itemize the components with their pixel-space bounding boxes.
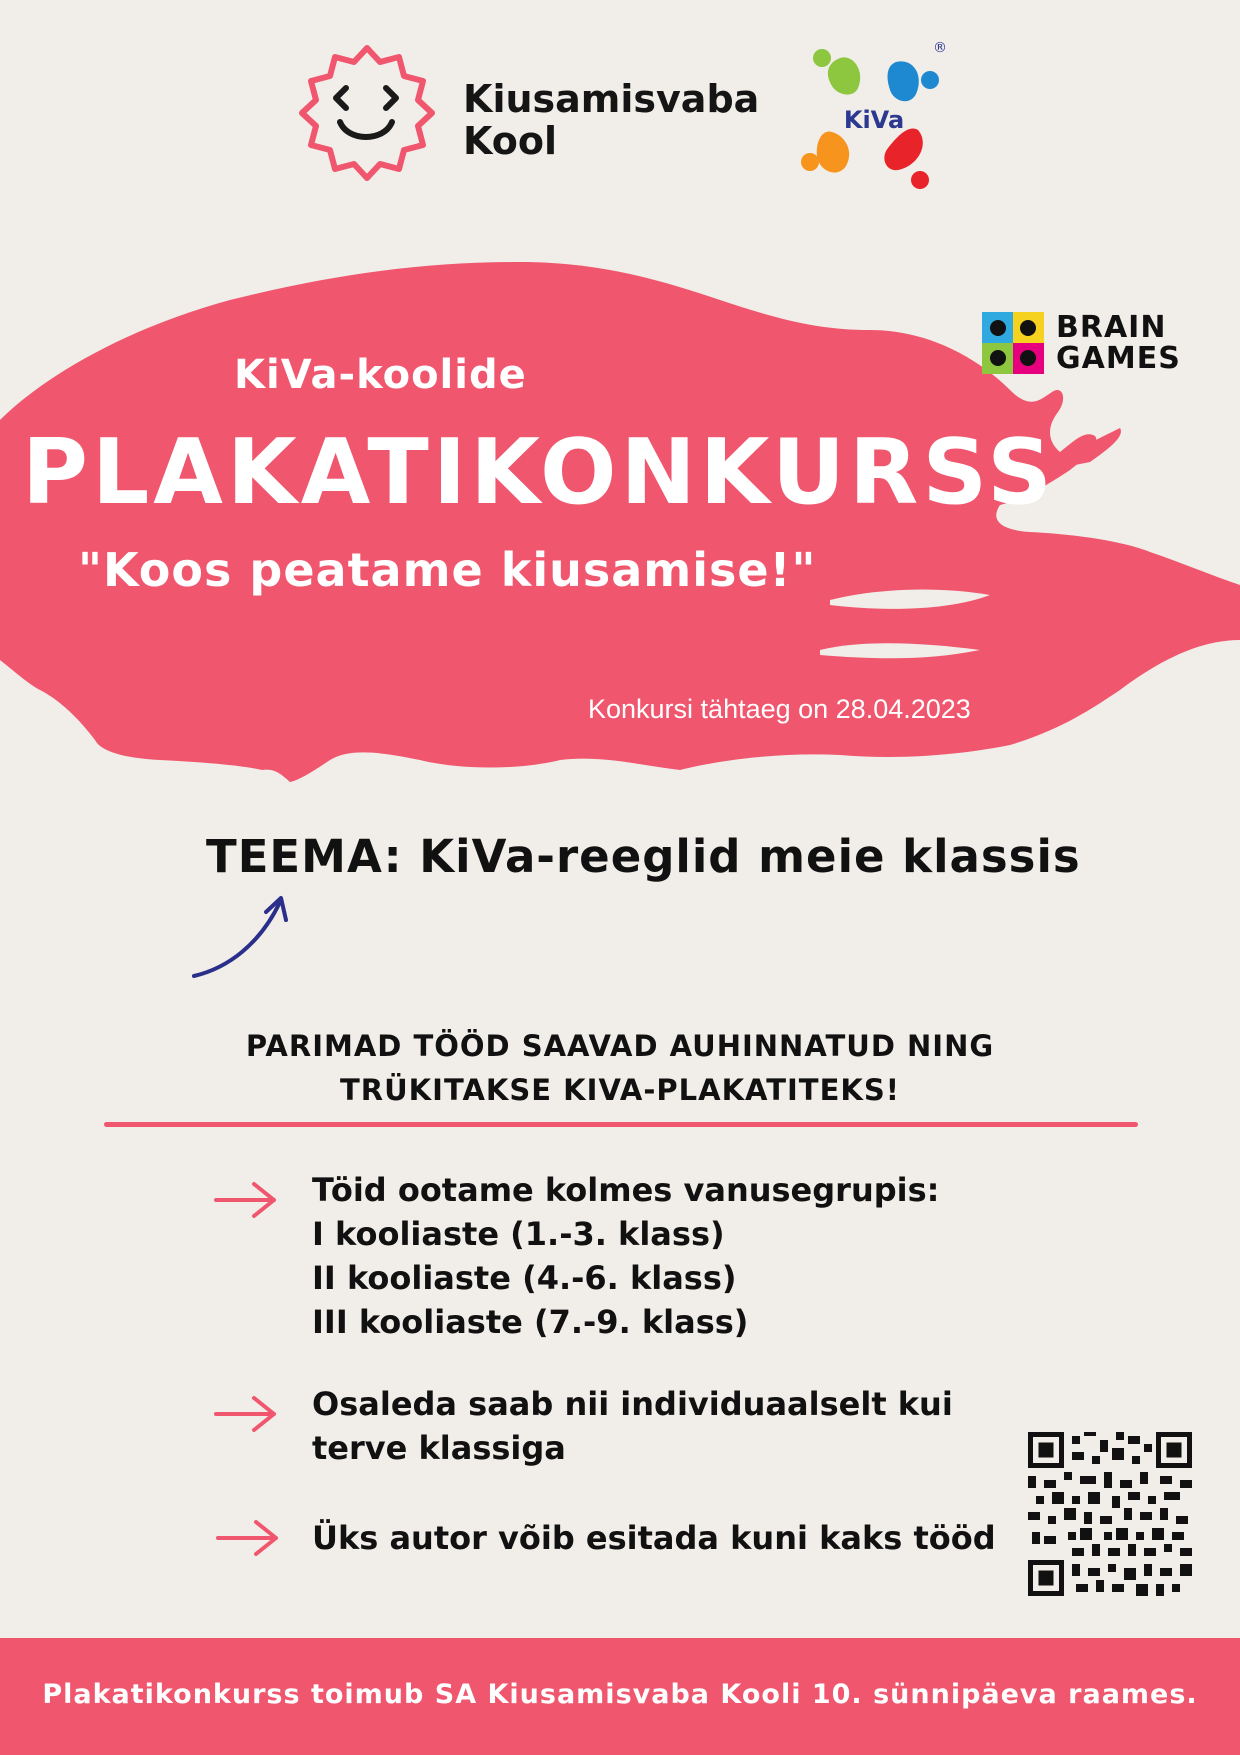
hero-subtitle: "Koos peatame kiusamise!": [78, 543, 817, 597]
bullet-age-groups: [312, 1168, 939, 1344]
footer-banner: [0, 1638, 1240, 1755]
kiva-logo-text: KiVa: [843, 106, 905, 134]
qr-code[interactable]: [1028, 1432, 1192, 1596]
bullet-line: Osaleda saab nii individuaalselt kui: [312, 1385, 953, 1423]
bullet-limit: [312, 1516, 996, 1560]
bullet-line: II kooliaste (4.-6. klass): [312, 1259, 737, 1297]
bullet-line: III kooliaste (7.-9. klass): [312, 1303, 749, 1341]
kiusamisvaba-kool-wordmark: [463, 78, 759, 162]
deadline-text: Konkursi tähtaeg on 28.04.2023: [588, 694, 971, 724]
bullet-line: Üks autor võib esitada kuni kaks tööd: [312, 1519, 996, 1557]
prize-line1: PARIMAD TÖÖD SAAVAD AUHINNATUD NING: [245, 1029, 995, 1063]
brain-line2: GAMES: [1056, 341, 1181, 376]
bullet-line: terve klassiga: [312, 1429, 566, 1467]
brain-games-logo: [982, 312, 1194, 374]
kiva-logo: [796, 40, 952, 196]
registered-mark: ®: [933, 40, 947, 56]
kiusamisvaba-kool-logo: [298, 44, 436, 182]
brain-line1: BRAIN: [1056, 310, 1167, 345]
footer-text: Plakatikonkurss toimub SA Kiusamisvaba Kooli 10. sünnipäeva raames.: [42, 1679, 1198, 1710]
prize-line2: TRÜKITAKSE KIVA-PLAKATITEKS!: [340, 1073, 900, 1107]
kk-logo-line1: Kiusamisvaba: [463, 77, 760, 121]
hero-title: PLAKATIKONKURSS: [22, 420, 1056, 525]
bullet-arrow-icon: [212, 1178, 282, 1222]
curved-arrow-icon: [188, 888, 298, 988]
hero-kicker: KiVa-koolide: [234, 352, 527, 398]
prize-announcement: [120, 1024, 1120, 1112]
theme-heading: TEEMA: KiVa-reeglid meie klassis: [206, 830, 1081, 883]
divider: [104, 1122, 1138, 1127]
bullet-arrow-icon: [214, 1516, 284, 1560]
kk-logo-line2: Kool: [463, 119, 558, 163]
bullet-arrow-icon: [212, 1392, 282, 1436]
bullet-line: I kooliaste (1.-3. klass): [312, 1215, 725, 1253]
bullet-line: Töid ootame kolmes vanusegrupis:: [312, 1171, 940, 1209]
bullet-participation: [312, 1382, 953, 1470]
brain-games-icon: [982, 312, 1044, 374]
